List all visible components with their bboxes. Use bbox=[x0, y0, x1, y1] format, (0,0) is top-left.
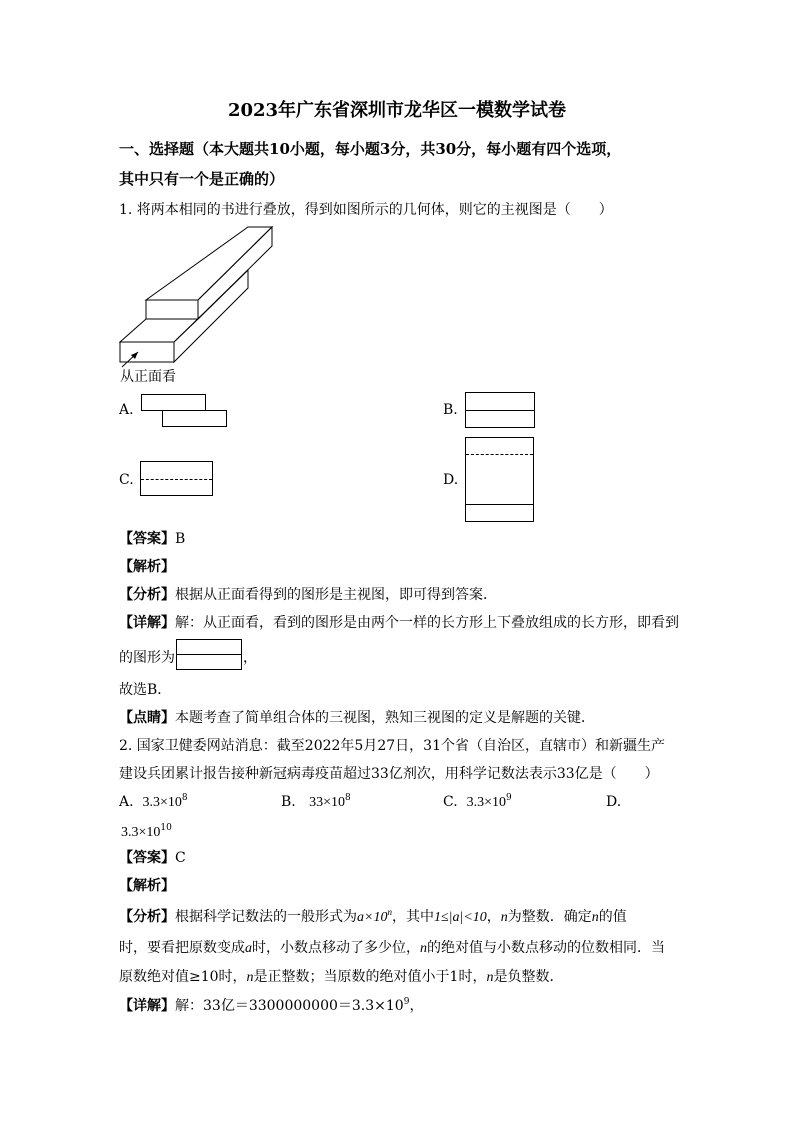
option-b-figure bbox=[465, 392, 535, 428]
option-d-label: D. bbox=[443, 472, 459, 488]
q2-option-c bbox=[443, 792, 512, 813]
q2-option-b bbox=[281, 792, 351, 813]
option-a-label: A. bbox=[119, 402, 134, 418]
q2-fenxi-line3 bbox=[119, 967, 563, 988]
q2-stem-line2: 建设兵团累计报告接种新冠病毒疫苗超过33亿剂次，用科学记数法表示33亿是（ ） bbox=[119, 766, 659, 782]
q2-fenxi-l3-n: n bbox=[246, 970, 254, 985]
q2-fenxi-var-n2: n bbox=[591, 910, 599, 925]
q1-xiangjie-line1 bbox=[119, 613, 679, 633]
q1-dianjing-text: 本题考查了简单组合体的三视图，熟知三视图的定义是解题的关键． bbox=[175, 710, 595, 726]
q2-fenxi-text-d: 为整数．确定 bbox=[507, 909, 592, 925]
q2-fenxi-formula: a×10 bbox=[357, 910, 388, 925]
q2-option-c-base: 3.3×10 bbox=[466, 795, 506, 810]
figure-view-label: 从正面看 bbox=[120, 369, 176, 385]
q1-conclusion: 故选B． bbox=[119, 682, 172, 698]
stacked-books-figure bbox=[110, 224, 280, 374]
q2-fenxi-formula-exp: n bbox=[387, 907, 392, 917]
page-title: 2023年广东省深圳市龙华区一模数学试卷 bbox=[227, 100, 567, 121]
q2-answer-value: C bbox=[175, 850, 186, 866]
q2-fenxi-l3-n2: n bbox=[486, 970, 494, 985]
q2-option-d-label: D. bbox=[606, 794, 622, 810]
q2-option-b-exp: 8 bbox=[345, 793, 351, 803]
q1-answer-value: B bbox=[175, 531, 186, 547]
q2-xiangjie-exp: 9 bbox=[403, 997, 410, 1007]
option-b-label: B. bbox=[443, 402, 458, 418]
q2-fenxi-line2 bbox=[119, 938, 665, 959]
q2-fenxi-range: 1≤|a|<10 bbox=[433, 910, 487, 925]
section-heading-line2: 其中只有一个是正确的） bbox=[119, 170, 285, 188]
q1-xiangjie-line2-pre: 的图形为 bbox=[119, 650, 175, 666]
option-c-figure bbox=[140, 461, 213, 496]
q2-fenxi-l3-c: 是负整数． bbox=[493, 969, 564, 985]
q2-fenxi-l2-c: 的绝对值与小数点移动的位数相同．当 bbox=[427, 940, 665, 956]
q2-option-a-label: A. bbox=[119, 794, 134, 810]
q2-stem-line1: 2. 国家卫健委网站消息：截至2022年5月27日，31个省（自治区，直辖市）和新疆生产 bbox=[119, 738, 665, 754]
q2-option-a-exp: 8 bbox=[181, 793, 188, 803]
q2-analysis-tag: 【解析】 bbox=[119, 878, 175, 894]
q2-option-d-base: 3.3×10 bbox=[121, 825, 161, 840]
q2-xiangjie bbox=[119, 996, 423, 1016]
q2-option-d bbox=[121, 822, 172, 843]
q2-option-a bbox=[119, 792, 188, 813]
q1-inline-figure bbox=[176, 639, 242, 670]
q1-dianjing-tag: 【点睛】 bbox=[119, 710, 175, 726]
q1-fenxi bbox=[119, 585, 497, 605]
q2-fenxi-var-n: n bbox=[500, 910, 508, 925]
q1-fenxi-tag: 【分析】 bbox=[119, 587, 175, 603]
option-c-label: C. bbox=[119, 472, 134, 488]
q2-answer-tag: 【答案】 bbox=[119, 850, 175, 866]
q1-answer bbox=[119, 529, 185, 549]
q2-option-c-exp: 9 bbox=[505, 793, 512, 803]
q2-fenxi-l3-a: 原数绝对值≥10时， bbox=[119, 969, 247, 985]
q2-option-c-label: C. bbox=[443, 794, 458, 810]
q1-xiangjie-text: 解：从正面看，看到的图形是由两个一样的长方形上下叠放组成的长方形，即看到 bbox=[175, 615, 679, 631]
q2-fenxi-text-c: ， bbox=[486, 909, 501, 925]
q2-option-b-label: B. bbox=[281, 794, 296, 810]
q2-xiangjie-end: ， bbox=[409, 998, 424, 1014]
section-heading-line1: 一、选择题（本大题共10小题，每小题3分，共30分，每小题有四个选项， bbox=[119, 140, 622, 158]
q1-stem: 1. 将两本相同的书进行叠放，得到如图所示的几何体，则它的主视图是（ ） bbox=[119, 202, 613, 218]
q1-analysis-tag: 【解析】 bbox=[119, 559, 175, 575]
q2-option-b-base: 33×10 bbox=[309, 795, 346, 810]
option-d-figure bbox=[465, 437, 534, 522]
q2-option-a-base: 3.3×10 bbox=[142, 795, 182, 810]
q2-fenxi-text-e: 的值 bbox=[598, 909, 627, 925]
q1-xiangjie-line2-post: ， bbox=[243, 650, 257, 666]
q1-answer-tag: 【答案】 bbox=[119, 531, 175, 547]
q2-fenxi-l3-b: 是正整数；当原数的绝对值小于1时， bbox=[253, 969, 487, 985]
q2-fenxi-line1 bbox=[119, 907, 627, 928]
q2-fenxi-l2-b: 时，小数点移动了多少位， bbox=[252, 940, 420, 956]
q2-fenxi-text-a: 根据科学记数法的一般形式为 bbox=[175, 909, 357, 925]
q1-dianjing bbox=[119, 708, 595, 728]
q2-fenxi-l2-a: 时，要看把原数变成 bbox=[119, 940, 245, 956]
q2-xiangjie-text: 解：33亿＝3300000000＝3.3×10 bbox=[175, 998, 404, 1014]
q2-fenxi-l2-n: n bbox=[420, 941, 427, 956]
q2-fenxi-tag: 【分析】 bbox=[119, 909, 175, 925]
q1-fenxi-text: 根据从正面看得到的图形是主视图，即可得到答案． bbox=[175, 587, 497, 603]
q2-option-d-exp: 10 bbox=[160, 823, 172, 833]
q2-answer bbox=[119, 848, 186, 868]
q2-fenxi-text-b: ，其中 bbox=[391, 909, 434, 925]
q2-fenxi-l2-var: a bbox=[245, 941, 252, 956]
q1-xiangjie-tag: 【详解】 bbox=[119, 615, 175, 631]
q2-xiangjie-tag: 【详解】 bbox=[119, 998, 175, 1014]
